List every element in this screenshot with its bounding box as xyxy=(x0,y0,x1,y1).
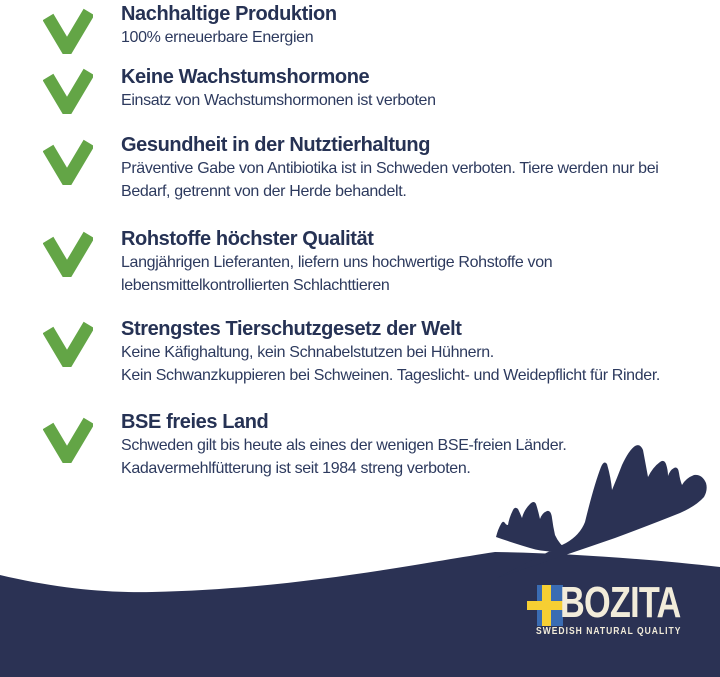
brand-logo-text: BOZITA xyxy=(560,578,681,627)
benefit-text-line: lebensmittelkontrollierten Schlachttieren xyxy=(121,277,390,294)
check-icon xyxy=(43,321,93,367)
check-icon xyxy=(43,139,93,185)
flag-cross-horizontal xyxy=(527,601,563,610)
navy-wave-and-antlers xyxy=(0,430,720,677)
benefit-title: Keine Wachstumshormone xyxy=(121,66,370,88)
check-icon xyxy=(43,8,93,54)
benefit-text-line: 100% erneuerbare Energien xyxy=(121,29,314,46)
benefit-title: BSE freies Land xyxy=(121,411,269,433)
benefit-text-line: Präventive Gabe von Antibiotika ist in Schweden verboten. Tiere werden nur bei xyxy=(121,160,659,177)
benefit-item xyxy=(121,317,707,387)
check-icon xyxy=(43,68,93,114)
benefit-title: Nachhaltige Produktion xyxy=(121,3,337,25)
benefit-item xyxy=(121,227,707,297)
benefit-text-line: Einsatz von Wachstumshormonen ist verboten xyxy=(121,92,436,109)
brand-tagline: SWEDISH NATURAL QUALITY xyxy=(536,626,682,637)
benefit-text-line: Kadavermehlfütterung ist seit 1984 streng verboten. xyxy=(121,460,471,477)
benefit-text-line: Keine Käfighaltung, kein Schnabelstutzen bei Hühnern. xyxy=(121,344,494,361)
benefit-text-line: Schweden gilt bis heute als eines der wenigen BSE-freien Länder. xyxy=(121,437,567,454)
benefit-text-line: Langjährigen Lieferanten, liefern uns hochwertige Rohstoffe von xyxy=(121,254,553,271)
benefit-item xyxy=(121,2,707,49)
check-icon xyxy=(43,231,93,277)
benefit-text-line: Kein Schwanzkuppieren bei Schweinen. Tageslicht- und Weidepflicht für Rinder. xyxy=(121,367,661,384)
benefit-title: Gesundheit in der Nutztierhaltung xyxy=(121,134,431,156)
benefit-title: Rohstoffe höchster Qualität xyxy=(121,228,374,250)
benefit-text-line: Bedarf, getrennt von der Herde behandelt. xyxy=(121,183,407,200)
swedish-flag-icon xyxy=(527,585,563,626)
benefit-title: Strengstes Tierschutzgesetz der Welt xyxy=(121,318,462,340)
benefit-item xyxy=(121,65,707,112)
benefit-item xyxy=(121,133,707,203)
